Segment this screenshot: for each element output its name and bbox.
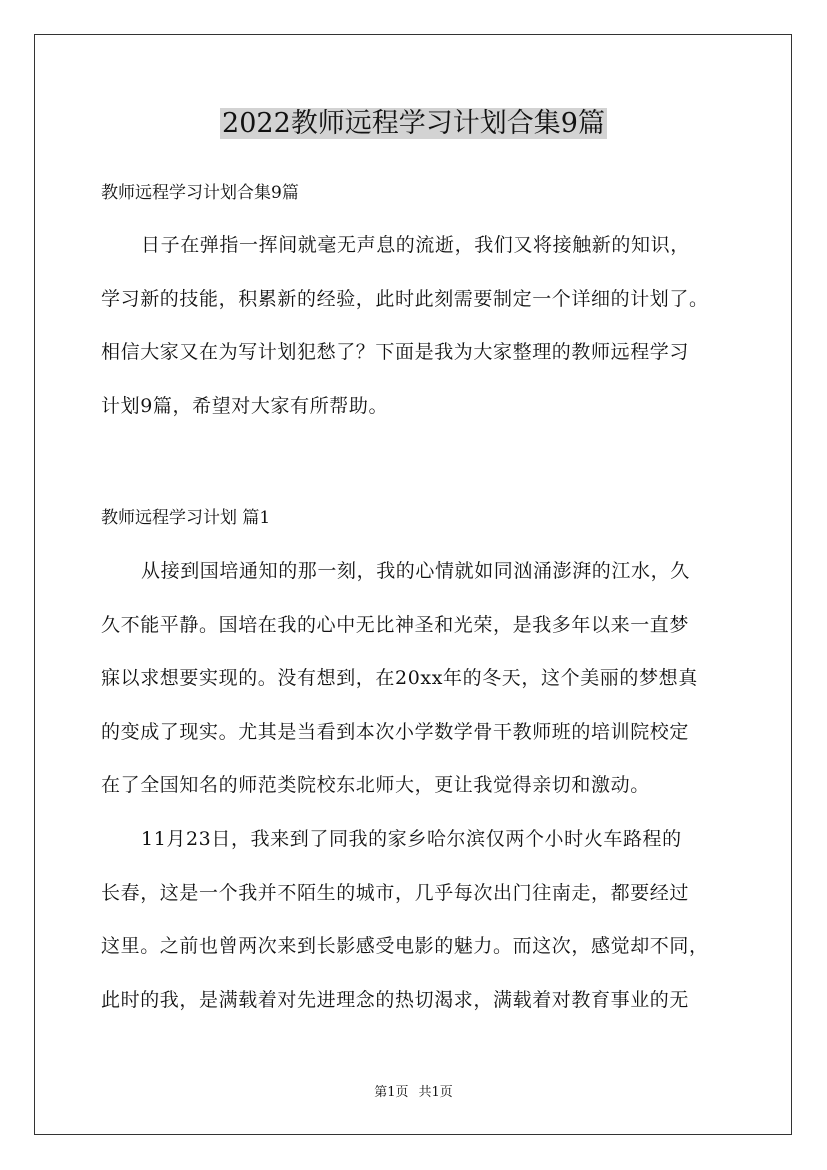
- intro-paragraph: [101, 231, 761, 445]
- paragraph-line: 久不能平静。国培在我的心中无比神圣和光荣，是我多年以来一直梦: [101, 613, 690, 636]
- page-number: 第1页: [374, 1085, 409, 1100]
- paragraph-line: 这里。之前也曾两次来到长影感受电影的魅力。而这次，感觉却不同，: [101, 935, 709, 957]
- paragraph-line: 从接到国培通知的那一刻，我的心情就如同汹涌澎湃的江水，久: [141, 560, 690, 582]
- section-heading: 教师远程学习计划 篇1: [101, 508, 271, 528]
- intro-heading: 教师远程学习计划合集9篇: [101, 183, 299, 203]
- document-title: [0, 104, 827, 144]
- paragraph-line: 学习新的技能，积累新的经验，此时此刻需要制定一个详细的计划了。: [101, 287, 709, 310]
- paragraph-line: 的变成了现实。尤其是当看到本次小学数学骨干教师班的培训院校定: [101, 720, 690, 743]
- paragraph-line: 计划9篇，希望对大家有所帮助。: [101, 394, 389, 417]
- page-total: 共1页: [418, 1085, 453, 1100]
- paragraph-line: 日子在弹指一挥间就毫无声息的流逝，我们又将接触新的知识，: [141, 234, 690, 256]
- section-paragraph-1: [101, 557, 761, 825]
- document-title-text: 2022教师远程学习计划合集9篇: [222, 108, 605, 139]
- paragraph-line: 长春，这是一个我并不陌生的城市，几乎每次出门往南走，都要经过: [101, 881, 690, 904]
- page-footer: [0, 1084, 827, 1102]
- paragraph-line: 11月23日，我来到了同我的家乡哈尔滨仅两个小时火车路程的: [141, 828, 682, 850]
- section-paragraph-2: [101, 825, 761, 1039]
- paragraph-line: 寐以求想要实现的。没有想到，在20xx年的冬天，这个美丽的梦想真: [101, 667, 698, 689]
- paragraph-line: 此时的我，是满载着对先进理念的热切渴求，满载着对教育事业的无: [101, 988, 690, 1011]
- paragraph-line: 在了全国知名的师范类院校东北师大，更让我觉得亲切和激动。: [101, 774, 650, 796]
- paragraph-line: 相信大家又在为写计划犯愁了？下面是我为大家整理的教师远程学习: [101, 341, 690, 363]
